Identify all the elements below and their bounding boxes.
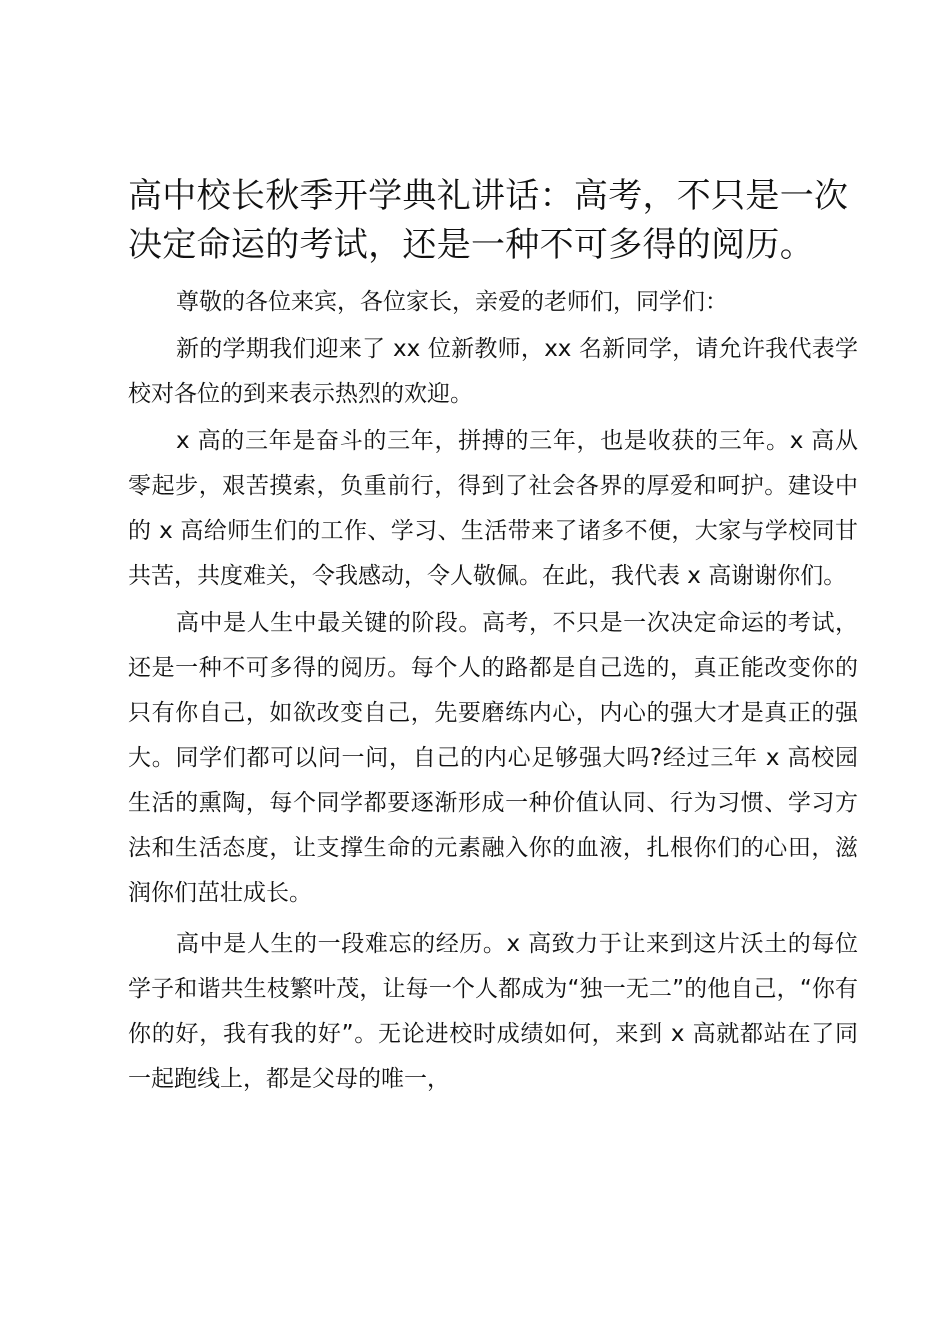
paragraph-welcome: 新的学期我们迎来了 xx 位新教师，xx 名新同学，请允许我代表学校对各位的到来表示热烈的欢迎。 xyxy=(128,336,858,407)
paragraph-three-years: x 高的三年是奋斗的三年，拼搏的三年，也是收获的三年。x 高从零起步，艰苦摸索，负重前行，得到了社会各界的厚爱和呵护。建设中的 x 高给师生们的工作、学习、生活带来了诸多不便，大家与学校同甘共苦，共度难关，令我感动，令人敬佩。在此，我代表 x 高谢谢你们。 xyxy=(128,428,858,589)
document-body xyxy=(128,280,858,1102)
paragraph-salutation: 尊敬的各位来宾，各位家长，亲爱的老师们，同学们： xyxy=(176,289,728,315)
paragraph-memorable-experience: 高中是人生的一段难忘的经历。x 高致力于让来到这片沃土的每位学子和谐共生枝繁叶茂，让每一个人都成为“独一无二”的他自己，“你有你的好，我有我的好”。无论进校时成绩如何，来到 x 高就都站在了同一起跑线上，都是父母的唯一， xyxy=(128,931,858,1092)
paragraph-key-stage: 高中是人生中最关键的阶段。高考，不只是一次决定命运的考试，还是一种不可多得的阅历。每个人的路都是自己选的，真正能改变你的只有你自己，如欲改变自己，先要磨练内心，内心的强大才是真正的强大。同学们都可以问一问，自己的内心足够强大吗?经过三年 x 高校园生活的熏陶，每个同学都要逐渐形成一种价值认同、行为习惯、学习方法和生活态度，让支撑生命的元素融入你的血液，扎根你们的心田，滋润你们茁壮成长。 xyxy=(128,610,858,906)
document-title: 高中校长秋季开学典礼讲话：高考，不只是一次决定命运的考试，还是一种不可多得的阅历。 xyxy=(128,176,849,265)
document-page xyxy=(128,0,858,1344)
